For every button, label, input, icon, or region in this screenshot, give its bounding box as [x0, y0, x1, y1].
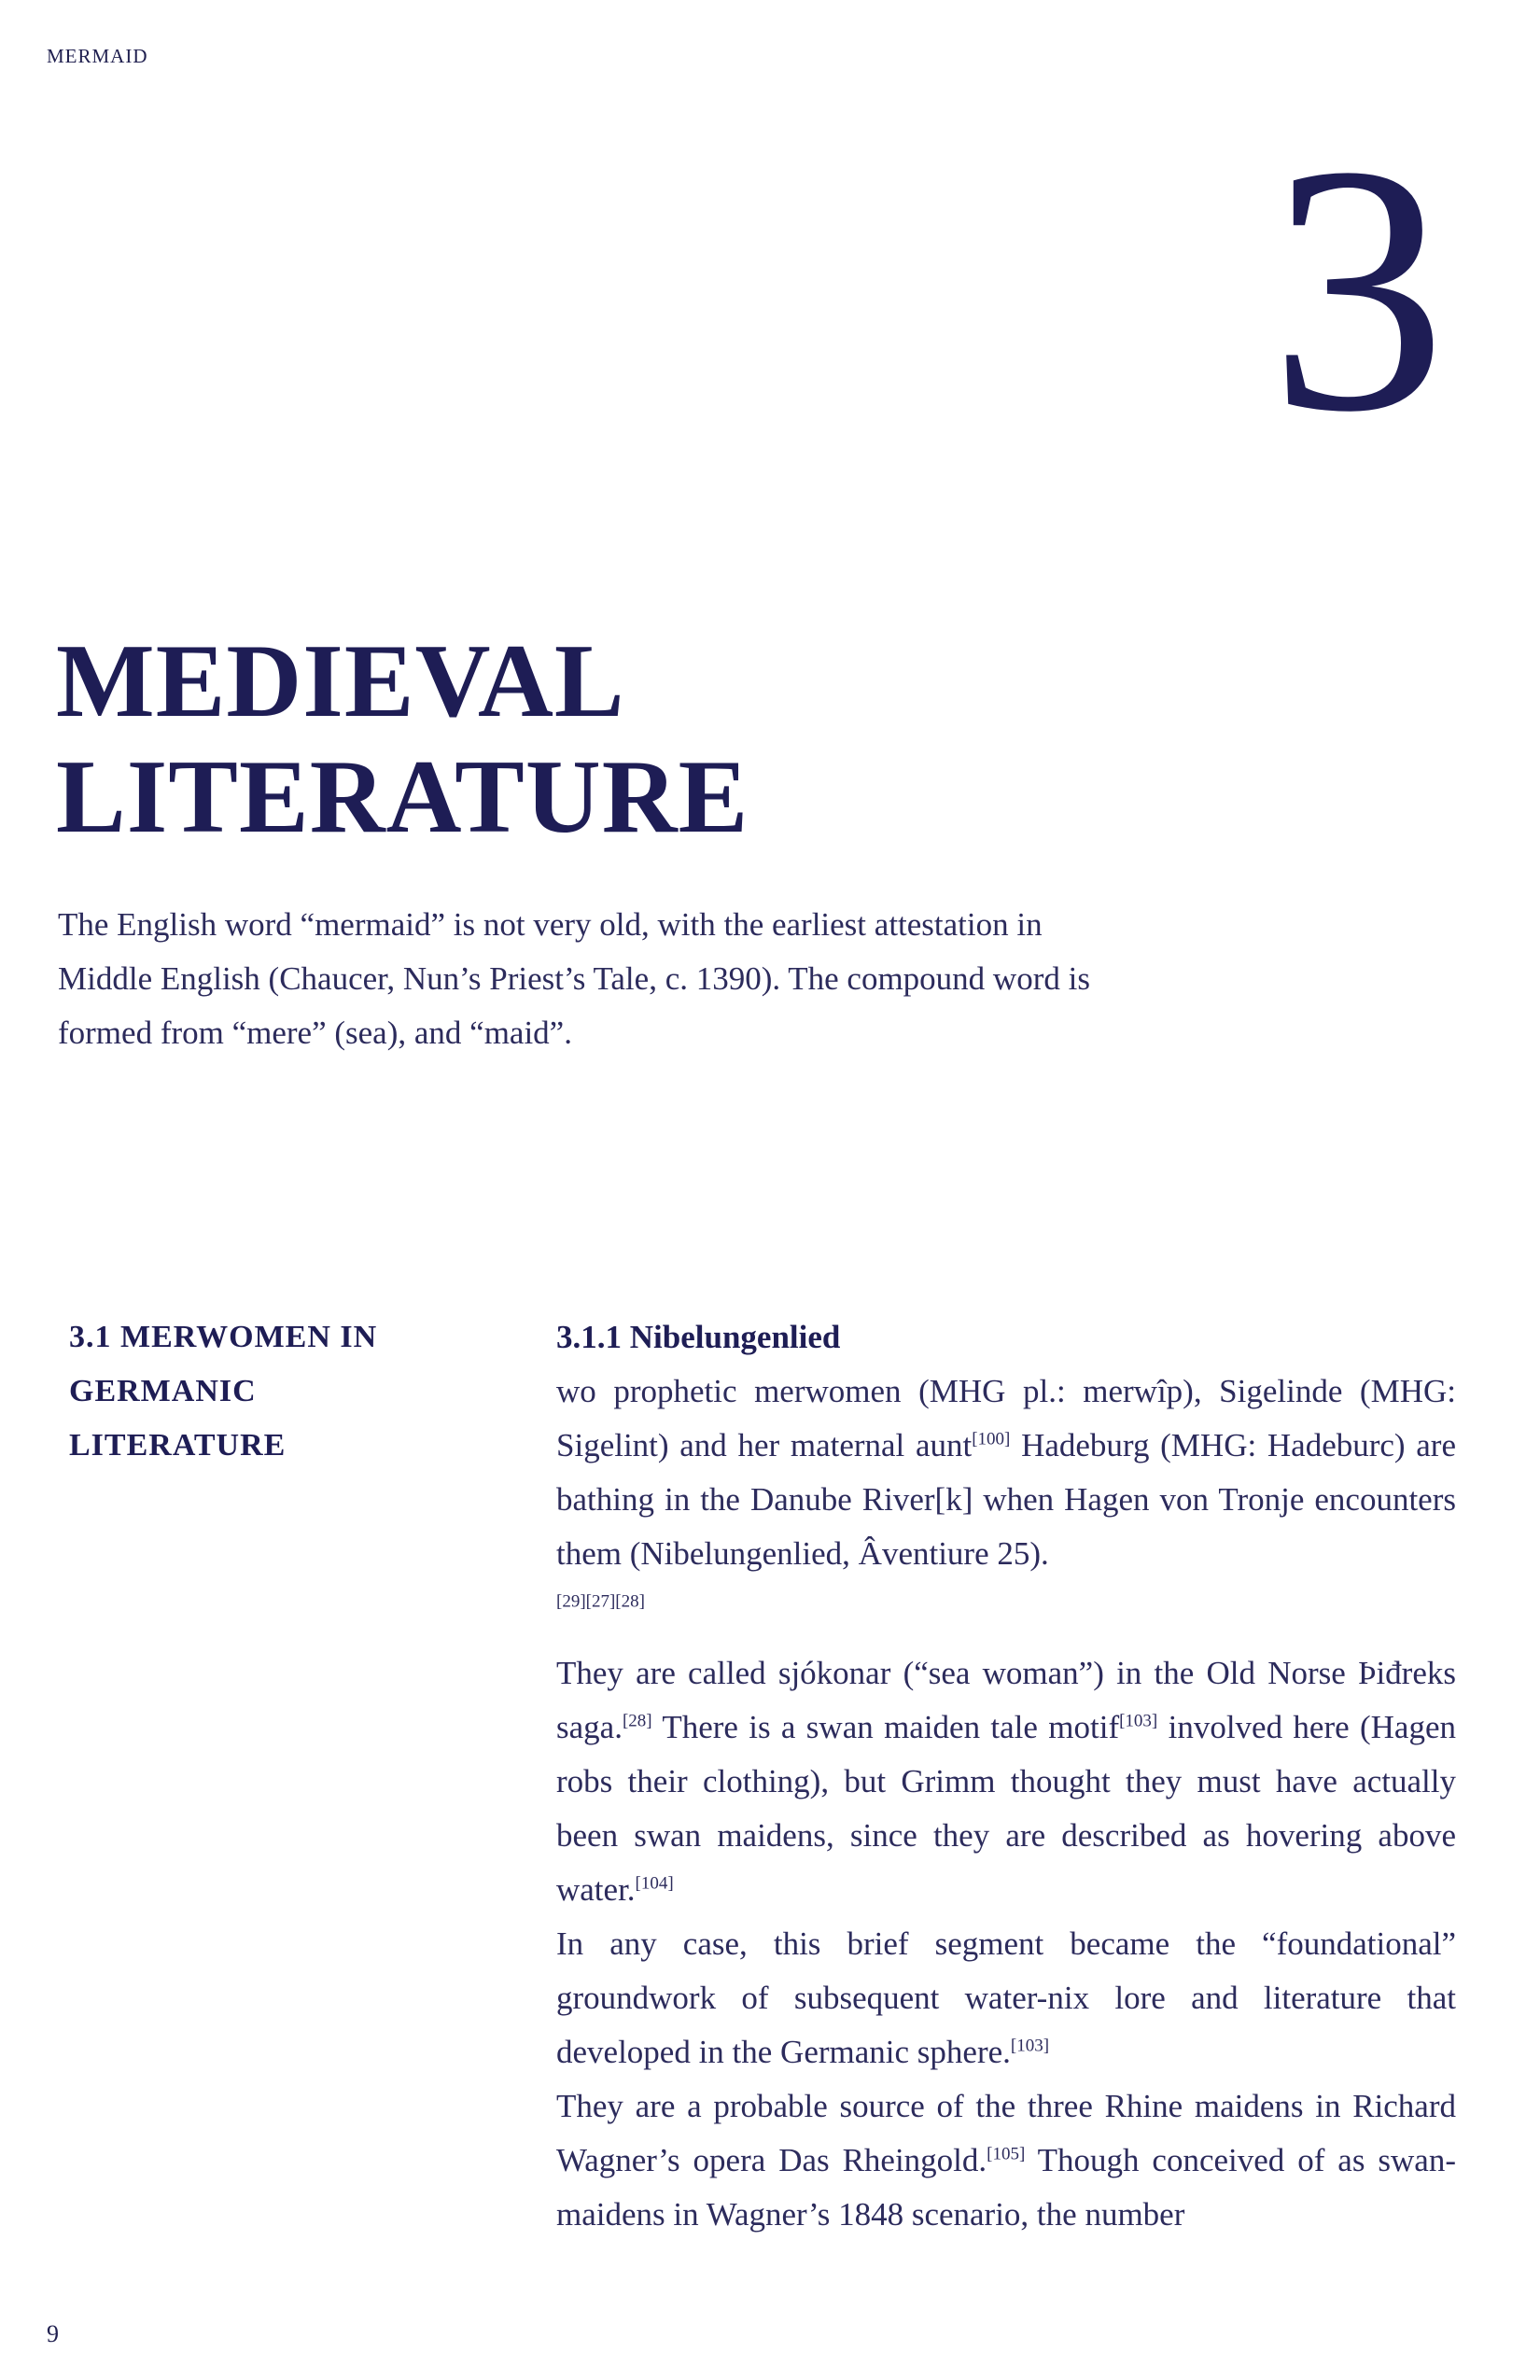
running-header: MERMAID	[47, 45, 148, 67]
paragraph-text: There is a swan maiden tale motif	[651, 1709, 1120, 1745]
reference-marker[interactable]: [100]	[972, 1429, 1011, 1449]
paragraph-text: wo prophetic merwomen (MHG pl.: merwîp), Sigelinde (MHG: Sigelint) and her maternal aunt	[556, 1373, 1456, 1463]
chapter-title-line-1: MEDIEVAL	[56, 623, 625, 739]
intro-paragraph: The English word “mermaid” is not very old, with the earliest attestation in Middle English (Chaucer, Nun’s Priest’s Tale, c. 1390). The compound word is formed from “mere” (sea), and “maid”.	[58, 906, 1090, 1051]
chapter-title-line-2: LITERATURE	[56, 739, 749, 855]
section-heading-line: 3.1 MERWOMEN IN	[69, 1320, 378, 1354]
paragraph-text: They are a probable source of the three Rhine maidens in Richard Wagner’s opera Das Rheingold.	[556, 2088, 1456, 2178]
reference-marker[interactable]: [103]	[1119, 1711, 1158, 1731]
section-heading-line: LITERATURE	[69, 1428, 287, 1463]
section-heading-line: GERMANIC	[69, 1374, 257, 1408]
reference-marker[interactable]: [29][27][28]	[556, 1591, 645, 1612]
reference-marker[interactable]: [105]	[987, 2144, 1026, 2164]
paragraph-text: Though conceived of as swan-maidens in Wagner’s 1848 scenario, the number	[556, 2142, 1456, 2233]
section-heading	[69, 1310, 461, 1473]
chapter-title	[56, 623, 749, 855]
paragraph-text: Hadeburg (MHG: Hadeburc) are bathing in the Danube River[k] when Hagen von Tronje encounters them (Nibelungenlied, Âventiure 25).	[556, 1427, 1456, 1572]
paragraph-text: In any case, this brief segment became the “foundational” groundwork of subsequent water-nix lore and literature that developed in the Germanic sphere.	[556, 1925, 1456, 2070]
body-paragraph	[556, 1646, 1456, 1917]
paragraph-text: They are called sjókonar (“sea woman”) in the Old Norse Þiđreks saga.	[556, 1655, 1456, 1745]
page-number: 9	[47, 2320, 59, 2347]
reference-marker[interactable]: [104]	[635, 1873, 674, 1894]
body-paragraph	[556, 1917, 1456, 2079]
body-paragraph	[556, 1365, 1456, 1635]
body-paragraph	[556, 2079, 1456, 2242]
chapter-number: 3	[1269, 92, 1447, 485]
reference-marker[interactable]: [103]	[1010, 2036, 1050, 2056]
reference-marker[interactable]: [28]	[622, 1711, 652, 1731]
body-column	[556, 1310, 1456, 2242]
paragraph-text: involved here (Hagen robs their clothing), but Grimm thought they must have actually been swan maidens, since they are described as hovering above water.	[556, 1709, 1456, 1908]
subsection-heading: 3.1.1 Nibelungenlied	[556, 1319, 841, 1355]
